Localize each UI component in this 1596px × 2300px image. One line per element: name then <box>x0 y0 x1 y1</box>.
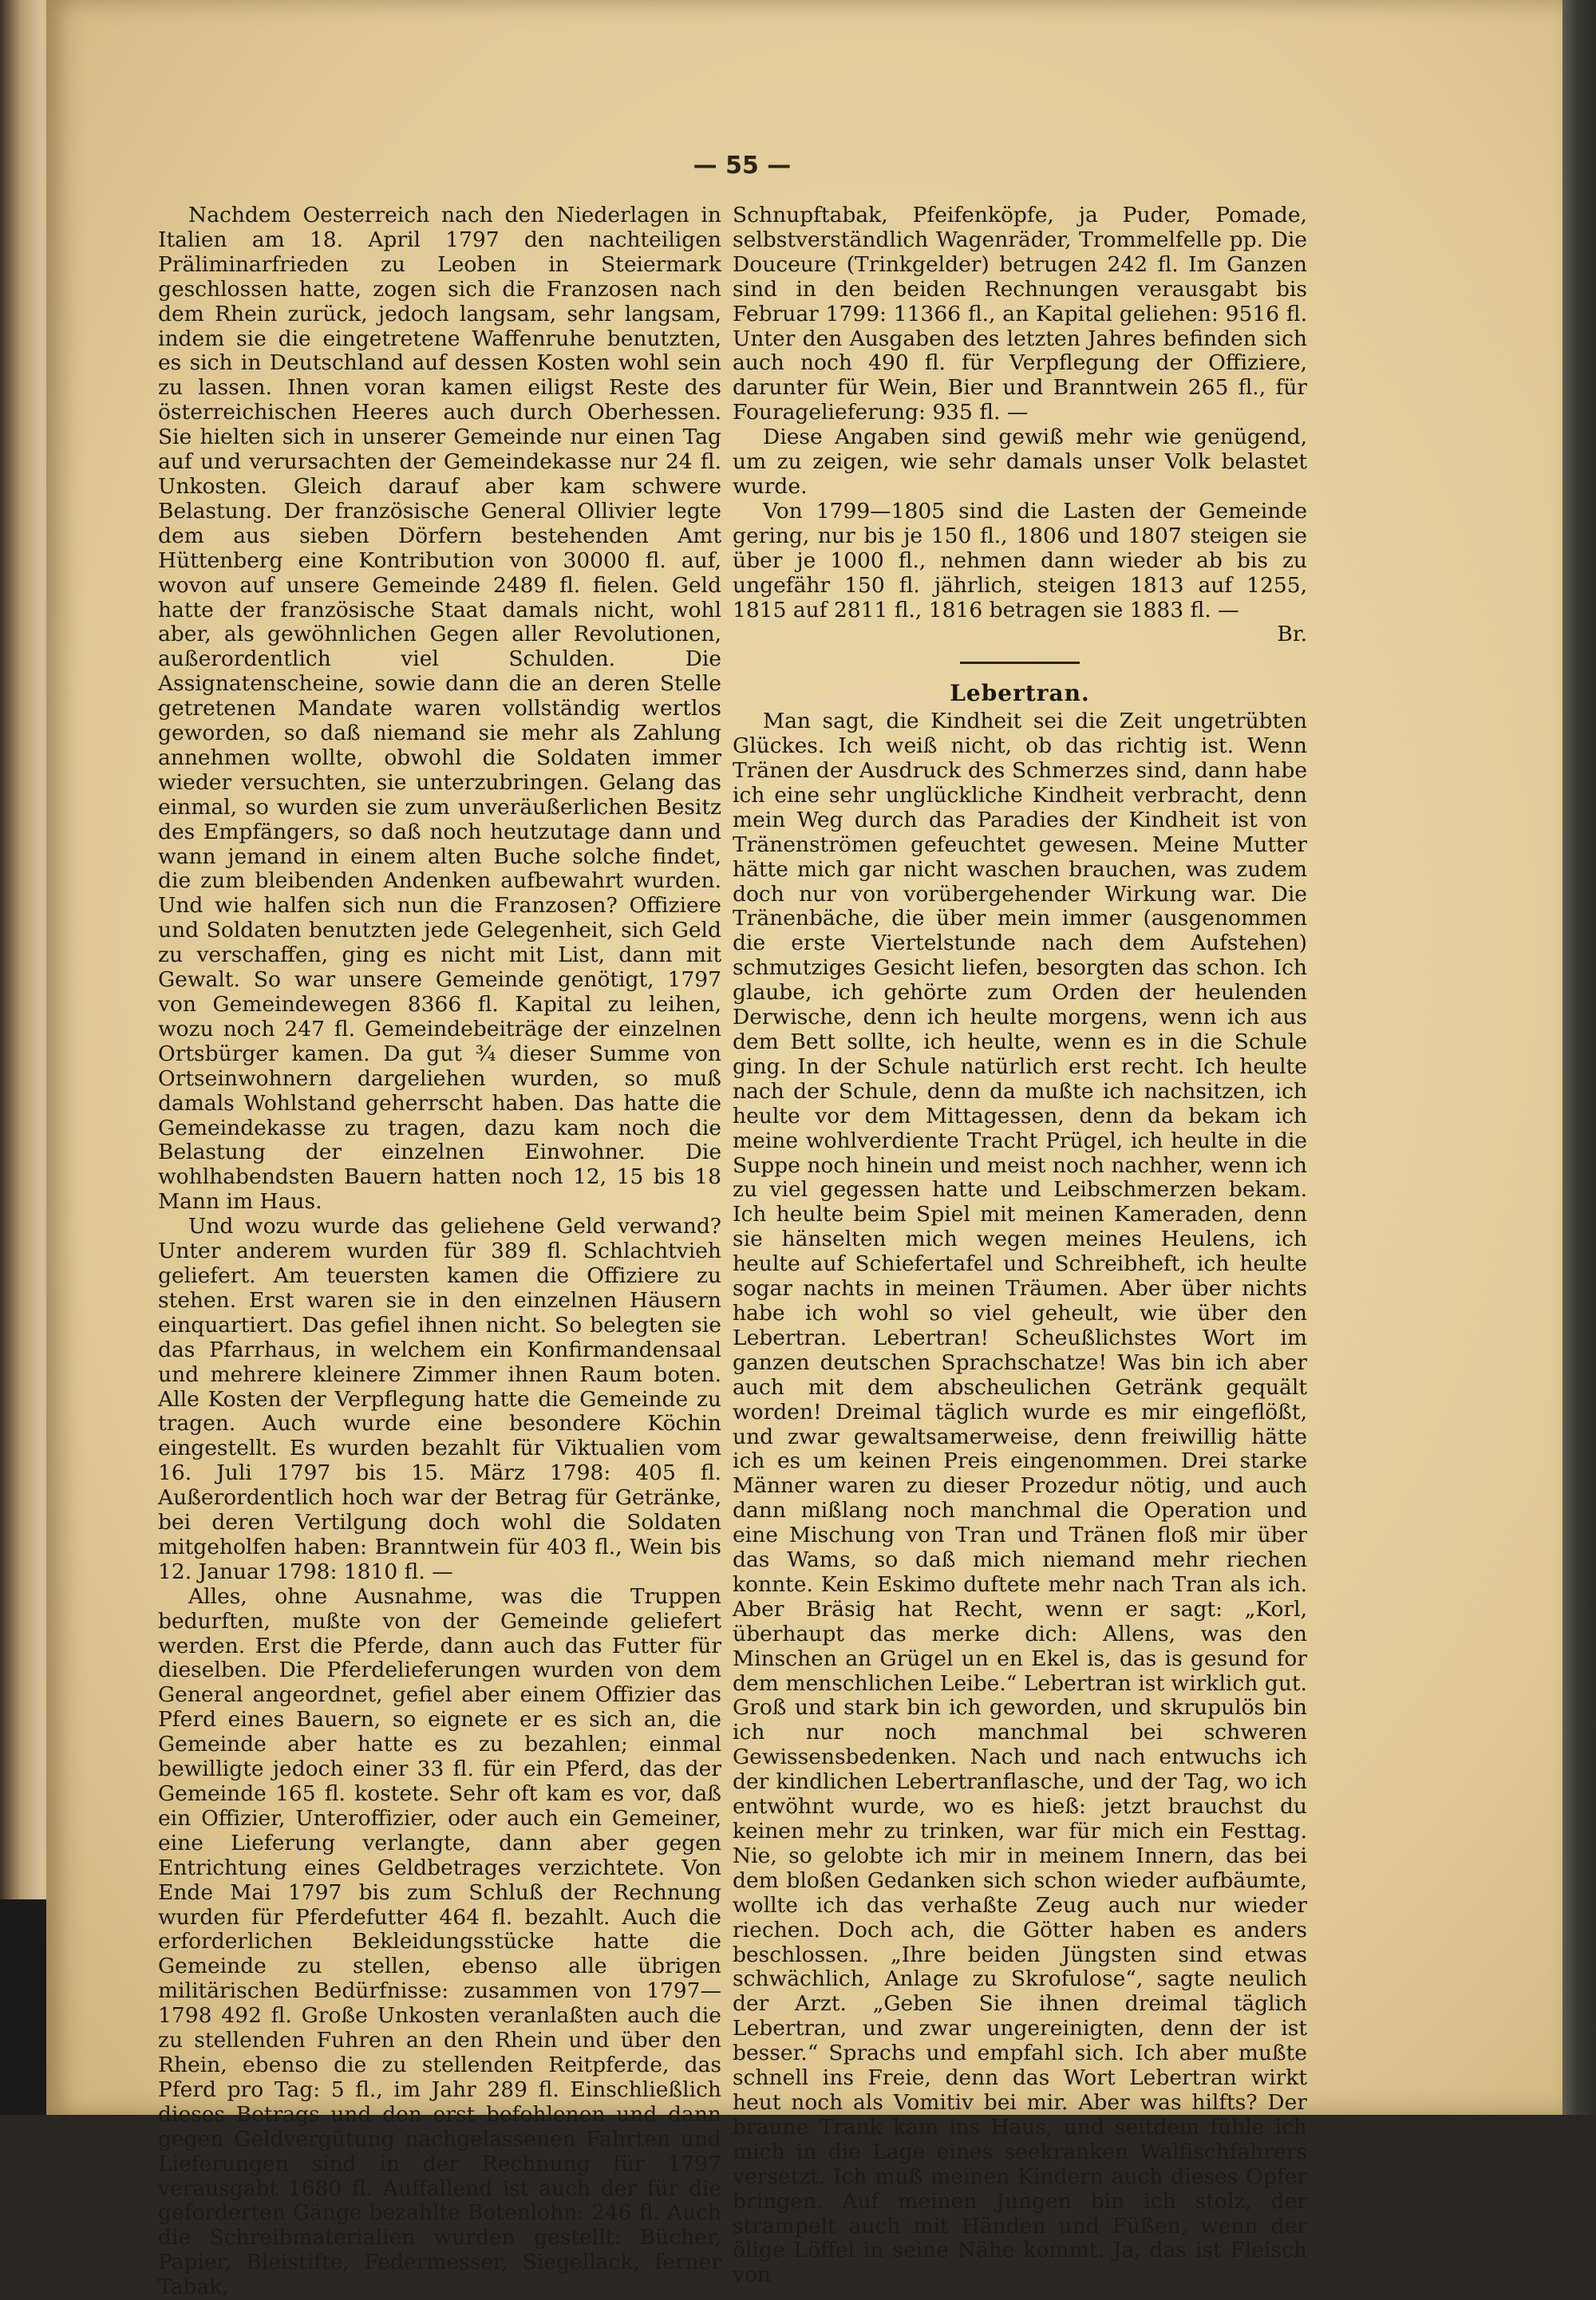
right-column <box>733 204 1307 2288</box>
author-signature: Br. <box>1277 622 1307 647</box>
right-paragraph-1: Schnupftabak, Pfeifenköpfe, ja Puder, Pomade, selbstverständlich Wagenräder, Trommelfelle pp. Die Douceure (Trinkgelder) betrugen 242 fl. Im Ganzen sind in den beiden Rechnungen verausgabt bis Februar 1799: 11366 fl., an Kapital geliehen: 9516 fl. Unter den Ausgaben des letzten Jahres befinden sich auch noch 490 fl. für Verpflegung der Offiziere, darunter für Wein, Bier und Branntwein 265 fl., für Fouragelieferung: 935 fl. — <box>733 203 1307 425</box>
section-title: Lebertran. <box>950 680 1090 707</box>
left-paragraph-1: Nachdem Oesterreich nach den Niederlagen in Italien am 18. April 1797 den nachteiligen Präliminarfrieden zu Leoben in Steiermark geschlossen hatte, zogen sich die Franzosen nach dem Rhein zurück, jedoch langsam, sehr langsam, indem sie die eingetretene Waffenruhe benutzten, es sich in Deutschland auf dessen Kosten wohl sein zu lassen. Ihnen voran kamen eiligst Reste des österreichischen Heeres auch durch Oberhessen. Sie hielten sich in unserer Gemeinde nur einen Tag auf und verursachten der Gemeindekasse nur 24 fl. Unkosten. Gleich darauf aber kam schwere Belastung. Der französische General Ollivier legte dem aus sieben Dörfern bestehenden Amt Hüttenberg eine Kontribution von 30000 fl. auf, wovon auf unsere Gemeinde 2489 fl. fielen. Geld hatte der französische Staat damals nicht, wohl aber, als gewöhnlichen Gegen aller Revolutionen, außerordentlich viel Schulden. Die Assignatenscheine, sowie dann die an deren Stelle getretenen Mandate waren vollständig wertlos geworden, so daß niemand sie mehr als Zahlung annehmen wollte, obwohl die Soldaten immer wieder versuchten, sie unterzubringen. Gelang das einmal, so wurden sie zum unveräußerlichen Besitz des Empfängers, so daß noch heutzutage dann und wann jemand in einem alten Buche solche findet, die zum bleibenden Andenken aufbewahrt wurden. Und wie halfen sich nun die Franzosen? Offiziere und Soldaten benutzten jede Gelegenheit, sich Geld zu verschaffen, ging es nicht mit List, dann mit Gewalt. So war unsere Gemeinde genötigt, 1797 von Gemeindewegen 8366 fl. Kapital zu leihen, wozu noch 247 fl. Gemeindebeiträge der einzelnen Ortsbürger kamen. Da gut ¾ dieser Summe von Ortseinwohnern dargeliehen wurden, so muß damals Wohlstand geherrscht haben. Das hatte die Gemeindekasse zu tragen, dazu kam noch die Belastung der einzelnen Einwohner. Die wohlhabendsten Bauern hatten noch 12, 15 bis 18 Mann im Haus. <box>158 203 721 1215</box>
lebertran-paragraph: Man sagt, die Kindheit sei die Zeit ungetrübten Glückes. Ich weiß nicht, ob das richtig ist. Wenn Tränen der Ausdruck des Schmerzes sind, dann habe ich eine sehr unglückliche Kindheit verbracht, denn mein Weg durch das Paradies der Kindheit ist von Tränenströmen gefeuchtet gewesen. Meine Mutter hätte mich gar nicht waschen brauchen, was zudem doch nur von vorübergehender Wirkung war. Die Tränenbäche, die über mein immer (ausgenommen die erste Viertelstunde nach dem Aufstehen) schmutziges Gesicht liefen, besorgten das schon. Ich glaube, ich gehörte zum Orden der heulenden Derwische, denn ich heulte morgens, wenn ich aus dem Bett sollte, ich heulte, wenn es in die Schule ging. In der Schule natürlich erst recht. Ich heulte nach der Schule, denn da mußte ich nachsitzen, ich heulte vor dem Mittagessen, denn da bekam ich meine wohlverdiente Tracht Prügel, ich heulte in die Suppe noch hinein und meist noch nachher, wenn ich zu viel gegessen hatte und Leibschmerzen bekam. Ich heulte beim Spiel mit meinen Kameraden, denn sie hänselten mich wegen meines Heulens, ich heulte auf Schiefertafel und Schreibheft, ich heulte sogar nachts in meinen Träumen. Aber über nichts habe ich wohl so viel geheult, wie über den Lebertran. Lebertran! Scheußlichstes Wort im ganzen deutschen Sprachschatze! Was bin ich aber auch mit dem abscheulichen Getränk gequält worden! Dreimal täglich wurde es mir eingeflößt, und zwar gewaltsamerweise, denn freiwillig hätte ich es um keinen Preis eingenommen. Drei starke Männer waren zu dieser Prozedur nötig, und auch dann mißlang noch manchmal die Operation und eine Mischung von Tran und Tränen floß mir über das Wams, so daß mich niemand mehr riechen konnte. Kein Eskimo duftete mehr nach Tran als ich. Aber Bräsig hat Recht, wenn er sagt: „Korl, überhaupt das merke dich: Allens, was den Minschen an Grügel un en Ekel is, das is gesund for dem menschlichen Leibe.“ Lebertran ist wirklich gut. Groß und stark bin ich geworden, und skrupulös bin ich nur noch manchmal bei schweren Gewissensbedenken. Nach und nach entwuchs ich der kindlichen Lebertranflasche, und der Tag, wo ich entwöhnt wurde, wo es hieß: jetzt brauchst du keinen mehr zu trinken, war für mich ein Festtag. Nie, so gelobte ich mir in meinem Innern, das bei dem bloßen Gedanken sich schon wieder aufbäumte, wollte ich das verhaßte Zeug auch nur wieder riechen. Doch ach, die Götter haben es anders beschlossen. „Ihre beiden Jüngsten sind etwas schwächlich, Anlage zu Skrofulose“, sagte neulich der Arzt. „Geben Sie ihnen dreimal täglich Lebertran, und zwar ungereinigten, denn der ist besser.“ Sprachs und empfahl sich. Ich aber mußte schnell ins Freie, denn das Wort Lebertran wirkt heut noch als Vomitiv bei mir. Aber was hilfts? Der braune Trank kam ins Haus, und seitdem fühle ich mich in die Lage eines seekranken Walfischfahrers versetzt. Ich muß meinen Kindern auch dieses Opfer bringen. Auf meinen Jungen bin ich stolz, der strampelt auch mit Händen und Füßen, wenn der ölige Löffel in seine Nähe kommt. Ja, das ist Fleisch von <box>733 709 1307 2288</box>
right-paragraph-2: Diese Angaben sind gewiß mehr wie genügend, um zu zeigen, wie sehr damals unser Volk belastet wurde. <box>733 425 1307 499</box>
left-paragraph-2: Und wozu wurde das geliehene Geld verwand? Unter anderem wurden für 389 fl. Schlachtvieh geliefert. Am teuersten kamen die Offiziere zu stehen. Erst waren sie in den einzelnen Häusern einquartiert. Das gefiel ihnen nicht. So belegten sie das Pfarrhaus, in welchem ein Konfirmandensaal und mehrere kleinere Zimmer ihnen Raum boten. Alle Kosten der Verpflegung hatte die Gemeinde zu tragen. Auch wurde eine besondere Köchin eingestellt. Es wurden bezahlt für Viktualien vom 16. Juli 1797 bis 15. März 1798: 405 fl. Außerordentlich hoch war der Betrag für Getränke, bei deren Vertilgung doch wohl die Soldaten mitgeholfen haben: Branntwein für 403 fl., Wein bis 12. Januar 1798: 1810 fl. — <box>158 1214 721 1584</box>
right-paragraph-3: Von 1799—1805 sind die Lasten der Gemeinde gering, nur bis je 150 fl., 1806 und 1807 steigen sie über je 1000 fl., nehmen dann wieder ab bis zu ungefähr 150 fl. jährlich, steigen 1813 auf 1255, 1815 auf 2811 fl., 1816 betragen sie 1883 fl. — <box>733 498 1307 622</box>
left-paragraph-3: Alles, ohne Ausnahme, was die Truppen bedurften, mußte von der Gemeinde geliefert werden. Erst die Pferde, dann auch das Futter für dieselben. Die Pferdelieferungen wurden von dem General angeordnet, gefiel aber einem Offizier das Pferd eines Bauern, so eignete er es sich an, die Gemeinde aber hatte es zu bezahlen; einmal bewilligte jedoch einer 33 fl. für ein Pferd, das der Gemeinde 165 fl. kostete. Sehr oft kam es vor, daß ein Offizier, Unteroffizier, oder auch ein Gemeiner, eine Lieferung verlangte, dann aber gegen Entrichtung eines Geldbetrages verzichtete. Von Ende Mai 1797 bis zum Schluß der Rechnung wurden für Pferdefutter 464 fl. bezahlt. Auch die erforderlichen Bekleidungsstücke hatte die Gemeinde zu stellen, ebenso alle übrigen militärischen Bedürfnisse: zusammen von 1797—1798 492 fl. Große Unkosten veranlaßten auch die zu stellenden Fuhren an den Rhein und über den Rhein, ebenso die zu stellenden Reitpferde, das Pferd pro Tag: 5 fl., im Jahr 289 fl. Einschließlich dieses Betrags und den erst befohlenen und dann gegen Geldvergütung nachgelassenen Fahrten und Lieferungen sind in der Rechnung für 1797 verausgabt 1680 fl. Auffallend ist auch der für die geforderten Gänge bezahlte Botenlohn: 246 fl. Auch die Schreibmaterialien wurden gestellt: Bücher, Papier, Bleistifte, Federmesser, Siegellack, ferner Tabak, <box>158 1583 721 2300</box>
section-divider <box>960 662 1080 664</box>
page-number: — 55 — <box>693 152 792 180</box>
left-column <box>158 204 721 2300</box>
book-right-edge <box>1562 0 1596 2115</box>
